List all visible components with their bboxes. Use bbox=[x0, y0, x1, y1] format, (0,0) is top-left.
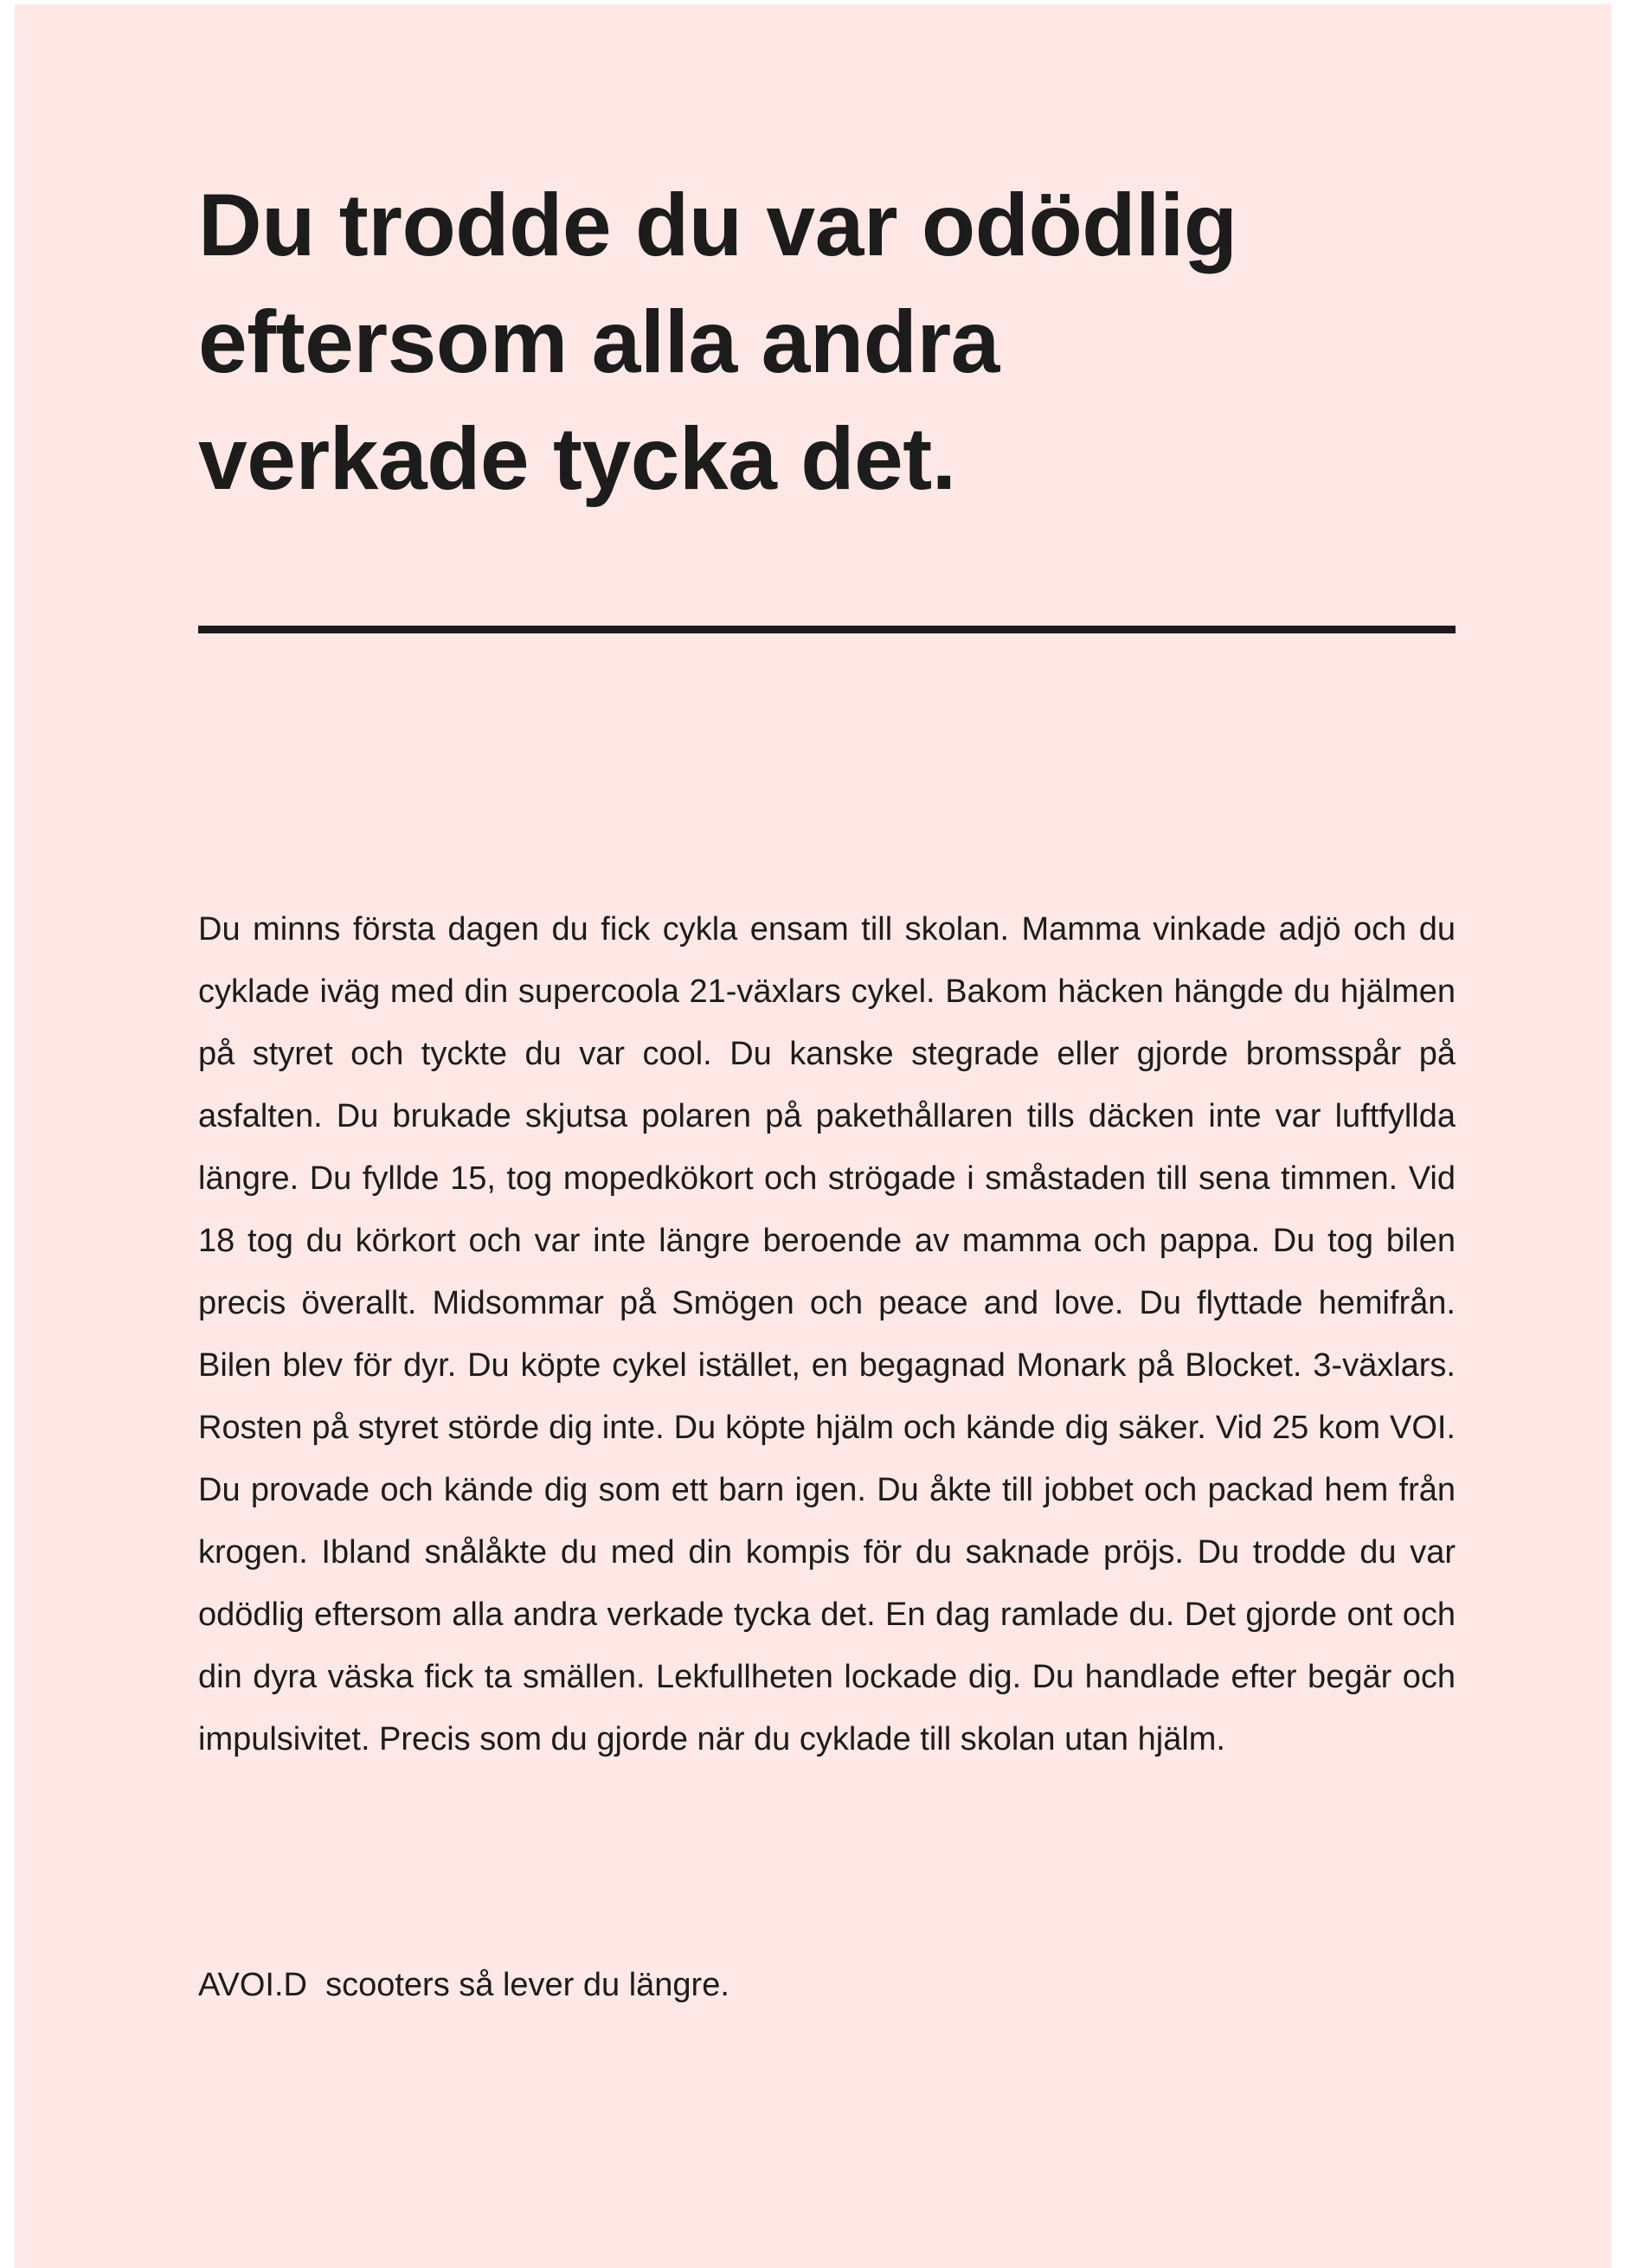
headline: Du trodde du var odödlig eftersom alla andra verkade tycka det. bbox=[198, 176, 1237, 508]
divider-rule bbox=[198, 626, 1456, 633]
body-paragraph: Du minns första dagen du fick cykla ensam till skolan. Mamma vinkade adjö och du cyklade iväg med din supercoola 21-växlars cykel. Bakom häcken hängde du hjälmen på styret och tyckte du var cool. Du kanske stegrade eller gjorde bromsspår på asfalten. Du brukade skjutsa polaren på pakethållaren tills däcken inte var luftfyllda längre. Du fyllde 15, tog mopedkökort och strögade i småstaden till sena timmen. Vid 18 tog du körkort och var inte längre beroende av mamma och pappa. Du tog bilen precis överallt. Midsommar på Smögen och peace and love. Du flyttade hemifrån. Bilen blev för dyr. Du köpte cykel istället, en begagnad Monark på Blocket. 3-växlars. Rosten på styret störde dig inte. Du köpte hjälm och kände dig säker. Vid 25 kom VOI. Du provade och kände dig som ett barn igen. Du åkte till jobbet och packad hem från krogen. Ibland snålåkte du med din kompis för du saknade pröjs. Du trodde du var odödlig eftersom alla andra verkade tycka det. En dag ramlade du. Det gjorde ont och din dyra väska fick ta smällen. Lekfullheten lockade dig. Du handlade efter begär och impulsivitet. Precis som du gjorde när du cyklade till skolan utan hjälm. bbox=[198, 911, 1456, 1757]
document-page bbox=[15, 4, 1611, 2268]
tagline: AVOI.D scooters så lever du längre. bbox=[198, 1967, 729, 2003]
